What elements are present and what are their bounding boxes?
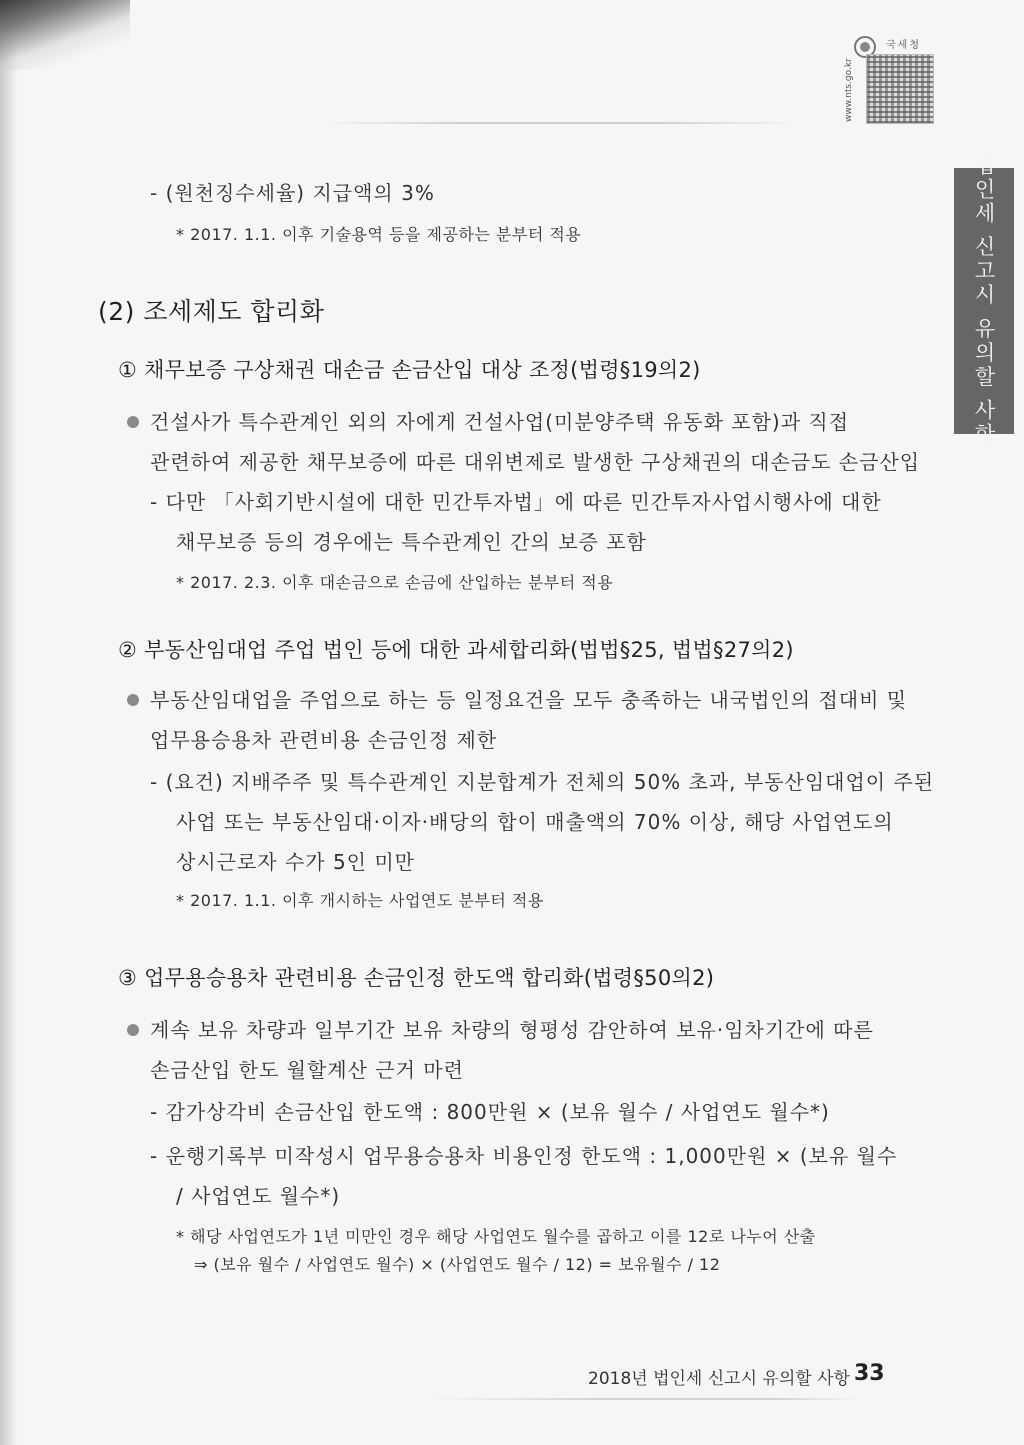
item2-dash-line3: 상시근로자 수가 5인 미만 (176, 850, 415, 874)
item3-note-line2: ⇒ (보유 월수 / 사업연도 월수) × (사업연도 월수 / 12) = 보유월수 / 12 (194, 1255, 721, 1274)
item1-note: * 2017. 2.3. 이후 대손금으로 손금에 산입하는 분부터 적용 (176, 573, 614, 592)
item3-title: ③ 업무용승용차 관련비용 손금인정 한도액 합리화(법령§50의2) (118, 966, 715, 990)
bullet-icon (127, 416, 139, 428)
item2-dash-line1: - (요건) 지배주주 및 특수관계인 지분합계가 전체의 50% 초과, 부동산임대업이 주된 (150, 770, 935, 794)
page-number: 33 (854, 1361, 885, 1386)
org-name: 국세청 (886, 40, 921, 51)
chapter-side-tab-label: 법인세 신고시 유의할 사항 (972, 154, 996, 448)
org-url: www.nts.go.kr (844, 58, 854, 122)
item1-bullet-line1: 건설사가 특수관계인 외의 자에게 건설사업(미분양주택 유동화 포함)과 직접 (150, 410, 850, 434)
item2-title: ② 부동산임대업 주업 법인 등에 대한 과세합리화(법법§25, 법법§27의2) (118, 638, 794, 662)
scan-corner-shadow (0, 0, 130, 70)
item1-dash-line1: - 다만 「사회기반시설에 대한 민간투자법」에 따른 민간투자사업시행사에 대한 (150, 490, 882, 514)
item2-bullet-line1: 부동산임대업을 주업으로 하는 등 일정요건을 모두 충족하는 내국법인의 접대비 및 (150, 688, 908, 712)
item2-note: * 2017. 1.1. 이후 개시하는 사업연도 분부터 적용 (176, 891, 544, 910)
item2-bullet-line2: 업무용승용차 관련비용 손금인정 제한 (150, 728, 498, 752)
chapter-side-tab (954, 154, 1014, 448)
withholding-note: * 2017. 1.1. 이후 기술용역 등을 제공하는 분부터 적용 (176, 225, 582, 244)
item3-bullet-line1: 계속 보유 차량과 일부기간 보유 차량의 형평성 감안하여 보유·임차기간에 따른 (150, 1018, 874, 1042)
footer-divider (430, 1398, 860, 1400)
item3-dash2-line2: / 사업연도 월수*) (176, 1184, 341, 1208)
item3-dash2-line1: - 운행기록부 미작성시 업무용승용차 비용인정 한도액 : 1,000만원 × (보유 월수 (150, 1144, 898, 1168)
withholding-rate-line: - (원천징수세율) 지급액의 3% (150, 181, 435, 205)
bullet-icon (127, 1024, 139, 1036)
bullet-icon (127, 694, 139, 706)
item1-bullet-line2: 관련하여 제공한 채무보증에 따른 대위변제로 발생한 구상채권의 대손금도 손금산입 (150, 450, 921, 474)
footer-title: 2018년 법인세 신고시 유의할 사항 (588, 1369, 850, 1389)
item1-dash-line2: 채무보증 등의 경우에는 특수관계인 간의 보증 포함 (176, 530, 647, 554)
scan-edge-shadow (0, 0, 18, 1445)
item3-bullet-line2: 손금산입 한도 월할계산 근거 마련 (150, 1058, 464, 1082)
qr-code-icon (866, 54, 934, 124)
item1-title: ① 채무보증 구상채권 대손금 손금산입 대상 조정(법령§19의2) (118, 358, 701, 382)
item2-dash-line2: 사업 또는 부동산임대·이자·배당의 합이 매출액의 70% 이상, 해당 사업연도의 (176, 810, 894, 834)
item3-dash1: - 감가상각비 손금산입 한도액 : 800만원 × (보유 월수 / 사업연도 월수*) (150, 1100, 830, 1124)
section-title: (2) 조세제도 합리화 (98, 297, 325, 326)
header-divider (320, 122, 800, 124)
item3-note-line1: * 해당 사업연도가 1년 미만인 경우 해당 사업연도 월수를 곱하고 이를 12로 나누어 산출 (176, 1227, 816, 1246)
